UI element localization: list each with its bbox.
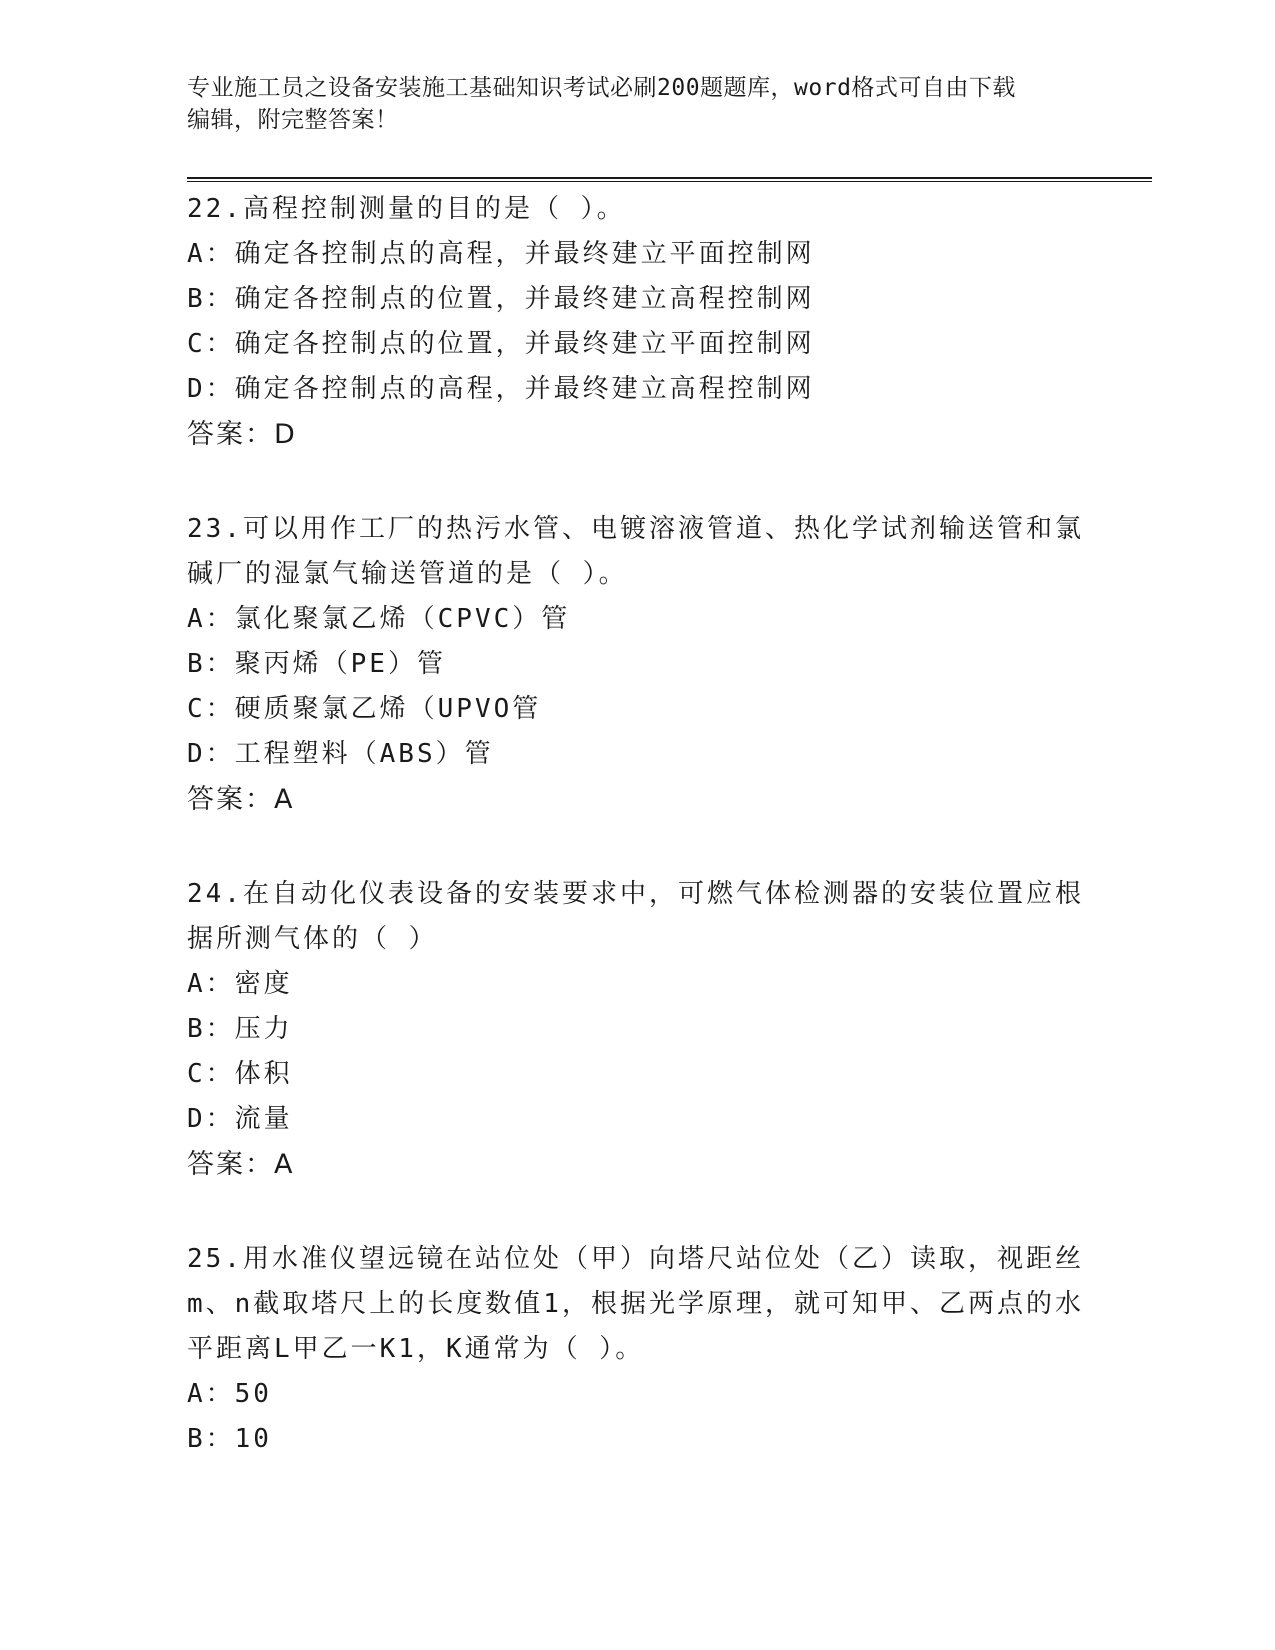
question-23 [187, 507, 1087, 822]
question-22 [187, 187, 1087, 457]
option-c: C：确定各控制点的位置，并最终建立平面控制网 [187, 329, 815, 359]
option-b: B：压力 [187, 1014, 293, 1044]
option-c: C：硬质聚氯乙烯（UPVO管 [187, 694, 542, 724]
header-title-line-1: 专业施工员之设备安装施工基础知识考试必刷200题题库，word格式可自由下载 [187, 75, 1016, 101]
question-stem: 22.高程控制测量的目的是（ ）。 [187, 194, 626, 224]
option-a: A：50 [187, 1379, 272, 1409]
option-b: B：确定各控制点的位置，并最终建立高程控制网 [187, 284, 815, 314]
question-stem: 24.在自动化仪表设备的安装要求中，可燃气体检测器的安装位置应根据所测气体的（ ） [187, 879, 1084, 954]
header-divider-thin [187, 181, 1152, 182]
option-d: D：流量 [187, 1104, 293, 1134]
header-title-line-2: 编辑，附完整答案！ [187, 107, 399, 133]
option-b: B：10 [187, 1424, 272, 1454]
option-c: C：体积 [187, 1059, 293, 1089]
header-divider-thick [187, 177, 1152, 179]
question-stem: 25.用水准仪望远镜在站位处（甲）向塔尺站位处（乙）读取，视距丝m、n截取塔尺上的长度数值1，根据光学原理，就可知甲、乙两点的水平距离L甲乙一K1，K通常为（ ）。 [187, 1244, 1084, 1364]
option-a: A：确定各控制点的高程，并最终建立平面控制网 [187, 239, 815, 269]
document-header [187, 72, 1067, 136]
option-a: A：氯化聚氯乙烯（CPVC）管 [187, 604, 571, 634]
question-stem: 23.可以用作工厂的热污水管、电镀溶液管道、热化学试剂输送管和氯碱厂的湿氯气输送管道的是（ ）。 [187, 514, 1084, 589]
answer-line: 答案：A [187, 784, 295, 815]
option-d: D：工程塑料（ABS）管 [187, 739, 494, 769]
answer-line: 答案：D [187, 419, 297, 450]
question-list [187, 187, 1087, 1512]
option-d: D：确定各控制点的高程，并最终建立高程控制网 [187, 374, 815, 404]
option-a: A：密度 [187, 969, 293, 999]
answer-line: 答案：A [187, 1149, 295, 1180]
question-25 [187, 1237, 1087, 1462]
question-24 [187, 872, 1087, 1187]
option-b: B：聚丙烯（PE）管 [187, 649, 446, 679]
